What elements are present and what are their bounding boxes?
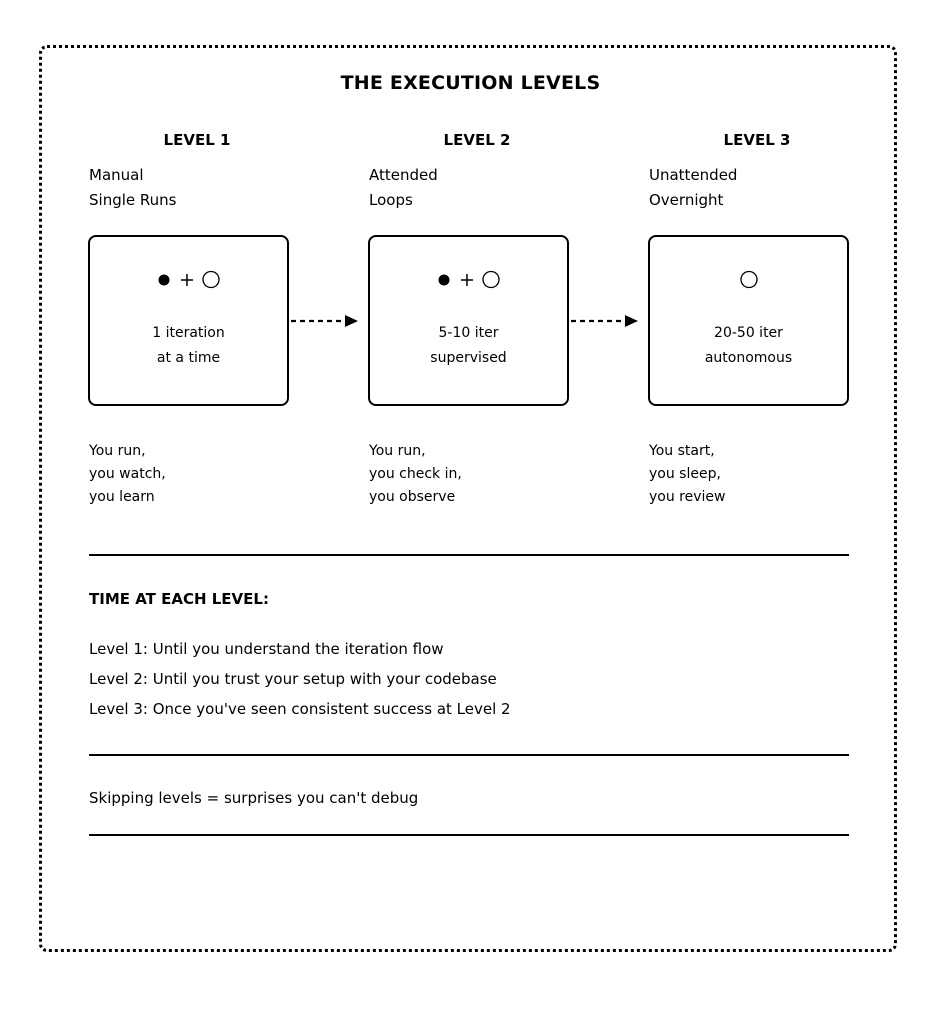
level-2-iterations-note: supervised (430, 350, 507, 366)
level-3-desc-line: You start, (649, 443, 715, 459)
level-1-subtitle (89, 163, 176, 213)
level-2-iterations: 5-10 iter (438, 325, 499, 341)
level-1-desc-line: you learn (89, 489, 155, 505)
level-1-iterations: 1 iteration (152, 325, 225, 341)
empty-circle-icon (203, 272, 219, 288)
filled-circle-icon (439, 275, 450, 286)
level-3-subtitle (649, 163, 737, 213)
level-2-desc-line: you observe (369, 489, 456, 505)
time-section-heading: TIME AT EACH LEVEL: (89, 590, 269, 608)
filled-circle-icon (159, 275, 170, 286)
arrow-right-icon (569, 311, 649, 331)
level-3-heading: LEVEL 3 (723, 131, 791, 149)
plus-icon (461, 274, 473, 286)
level-1-style: Single Runs (89, 191, 177, 209)
level-1-heading: LEVEL 1 (163, 131, 231, 149)
time-section-list (89, 634, 511, 724)
diagram-title: THE EXECUTION LEVELS (340, 72, 601, 94)
level-2-description (369, 440, 462, 509)
divider (89, 554, 849, 556)
time-item: Level 1: Until you understand the iteration flow (89, 640, 444, 658)
level-1-desc-line: You run, (89, 443, 146, 459)
warning-note: Skipping levels = surprises you can't debug (89, 789, 419, 807)
level-1-mode: Manual (89, 166, 144, 184)
empty-circle-icon (741, 272, 757, 288)
plus-icon (181, 274, 193, 286)
level-1-box (88, 235, 289, 406)
level-1-symbols (90, 265, 287, 295)
level-2-heading: LEVEL 2 (443, 131, 511, 149)
level-3-mode: Unattended (649, 166, 738, 184)
divider (89, 754, 849, 756)
level-2-symbols (370, 265, 567, 295)
level-3-box (648, 235, 849, 406)
level-3-desc-line: you sleep, (649, 466, 721, 482)
level-2-desc-line: You run, (369, 443, 426, 459)
level-1-description (89, 440, 166, 509)
level-1-iterations-note: at a time (156, 350, 221, 366)
arrow-right-icon (289, 311, 369, 331)
level-2-box (368, 235, 569, 406)
level-3-caption (650, 321, 847, 371)
level-2-subtitle (369, 163, 438, 213)
level-2-mode: Attended (369, 166, 438, 184)
level-2-style: Loops (369, 191, 413, 209)
empty-circle-icon (483, 272, 499, 288)
level-3-desc-line: you review (649, 489, 726, 505)
level-2-caption (370, 321, 567, 371)
level-3-symbols (650, 265, 847, 295)
level-3-style: Overnight (649, 191, 724, 209)
level-3-iterations-note: autonomous (704, 350, 793, 366)
level-1-caption (90, 321, 287, 371)
divider (89, 834, 849, 836)
time-item: Level 2: Until you trust your setup with your codebase (89, 670, 497, 688)
level-2-desc-line: you check in, (369, 466, 462, 482)
time-item: Level 3: Once you've seen consistent success at Level 2 (89, 700, 511, 718)
level-3-iterations: 20-50 iter (714, 325, 783, 341)
level-1-desc-line: you watch, (89, 466, 166, 482)
level-3-description (649, 440, 725, 509)
